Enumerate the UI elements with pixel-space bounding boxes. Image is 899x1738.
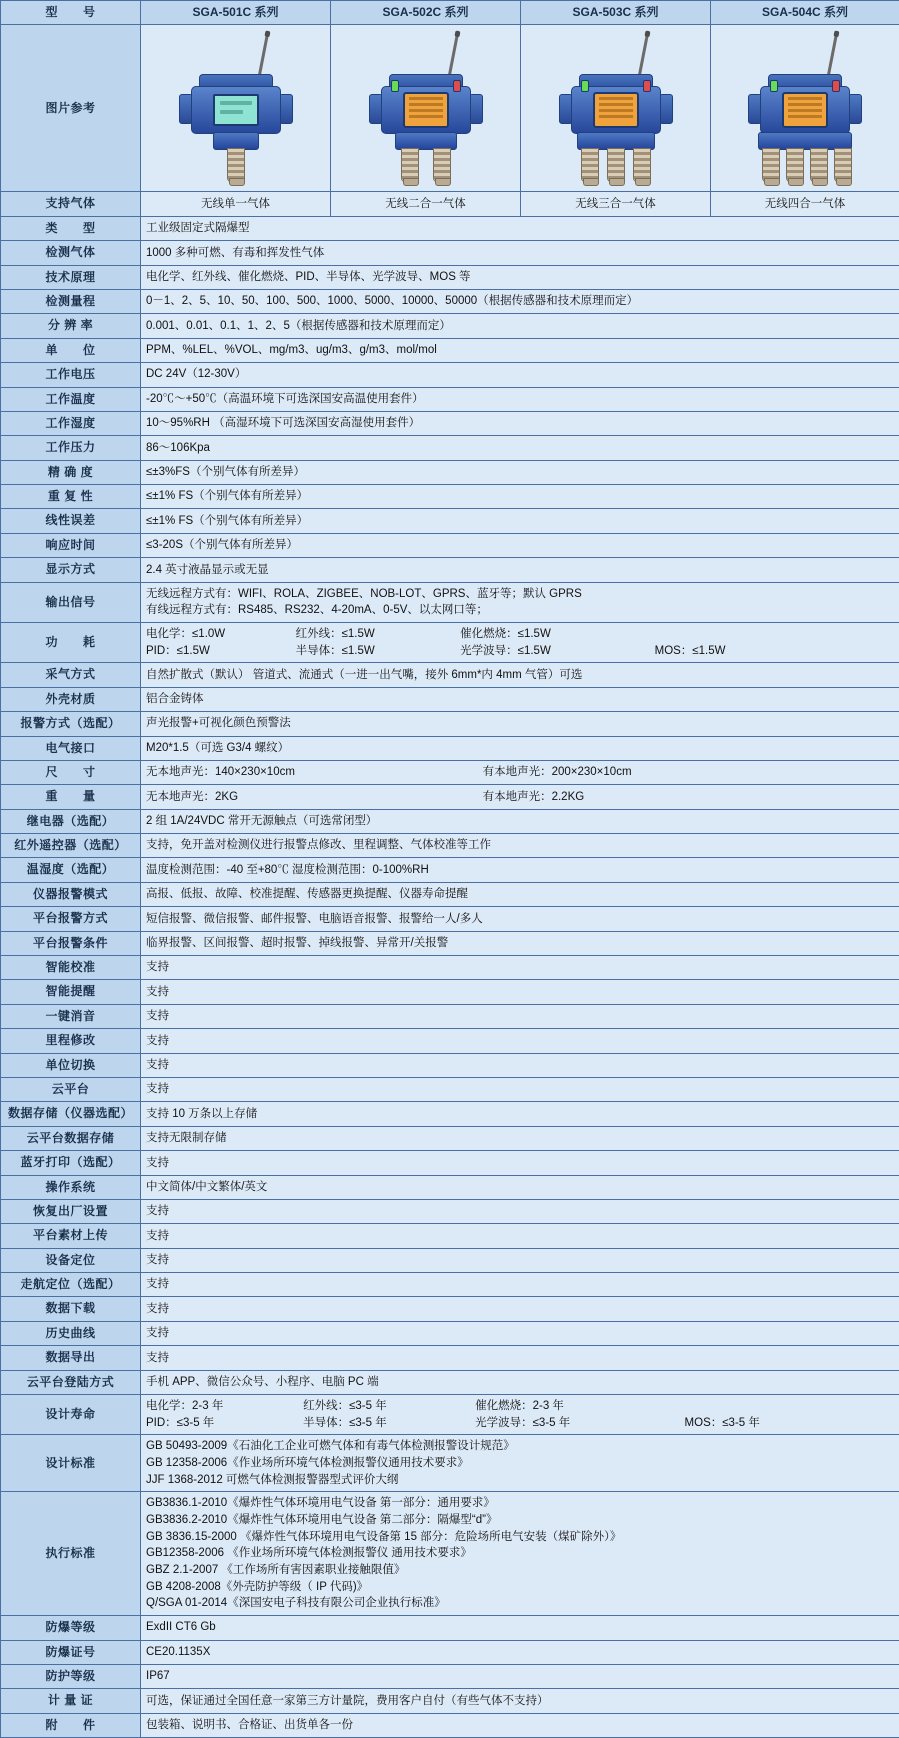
row-label-ir-remote: 红外遥控器（选配） xyxy=(1,834,141,858)
row-label-unit: 单 位 xyxy=(1,338,141,362)
row-label-display: 显示方式 xyxy=(1,558,141,582)
power-catalytic: 催化燃烧：≤1.5W xyxy=(460,626,654,643)
row-value-type: 工业级固定式隔爆型 xyxy=(141,216,899,240)
row-label-design-life: 设计寿命 xyxy=(1,1395,141,1435)
row-value-ex-rating: ExdII CT6 Gb xyxy=(141,1616,899,1640)
row-value-electrical-interface: M20*1.5（可选 G3/4 螺纹） xyxy=(141,736,899,760)
row-label-image-reference: 图片参考 xyxy=(1,25,141,192)
device-image-4 xyxy=(711,25,899,192)
row-value-history-curve: 支持 xyxy=(141,1321,899,1345)
device-sensor-grill xyxy=(593,92,639,128)
screen-line xyxy=(220,110,243,114)
row-value-display: 2.4 英寸液晶显示或无显 xyxy=(141,558,899,582)
execution-standard-row xyxy=(1,1492,899,1616)
supported-gas-4: 无线四合一气体 xyxy=(711,192,899,216)
row-label-repeatability: 重 复 性 xyxy=(1,485,141,509)
row-label-dimension: 尺 寸 xyxy=(1,760,141,784)
grill-line xyxy=(409,115,443,118)
spec-row xyxy=(1,663,899,687)
spec-row xyxy=(1,1297,899,1321)
row-value-temperature: -20℃～+50℃（高温环境下可选深国安高温使用套件） xyxy=(141,387,899,411)
spec-row xyxy=(1,1029,899,1053)
row-label-voltage: 工作电压 xyxy=(1,363,141,387)
spec-row xyxy=(1,1321,899,1345)
execution-standard-line: Q/SGA 01-2014《深国安电子科技有限公司企业执行标准》 xyxy=(146,1595,894,1612)
device-image-1 xyxy=(141,25,331,192)
weight-without-alarm: 无本地声光：2KG xyxy=(146,789,483,806)
spec-row xyxy=(1,314,899,338)
row-label-accuracy: 精 确 度 xyxy=(1,460,141,484)
gas-detector-illustration-1 xyxy=(161,28,311,188)
row-value-os: 中文简体/中文繁体/英文 xyxy=(141,1175,899,1199)
supported-gas-row xyxy=(1,192,899,216)
grill-line xyxy=(599,109,633,112)
dimension-values xyxy=(146,764,894,781)
row-value-metrology-certificate: 可选，保证通过全国任意一家第三方计量院，费用客户自付（有些气体不支持） xyxy=(141,1689,899,1713)
row-label-range: 检测量程 xyxy=(1,289,141,313)
row-label-output-signal: 输出信号 xyxy=(1,582,141,622)
row-value-range: 0－1、2、5、10、50、100、500、1000、5000、10000、50000（根据传感器和技术原理而定） xyxy=(141,289,899,313)
spec-row xyxy=(1,1346,899,1370)
led-indicator-red xyxy=(453,80,461,92)
row-value-humidity: 10～95%RH （高湿环境下可选深国安高湿使用套件） xyxy=(141,411,899,435)
spec-row xyxy=(1,1053,899,1077)
row-value-detect-gas: 1000 多种可燃、有毒和挥发性气体 xyxy=(141,241,899,265)
row-value-weight xyxy=(141,785,899,809)
header-label-model: 型 号 xyxy=(1,1,141,25)
row-label-design-standard: 设计标准 xyxy=(1,1435,141,1492)
grill-line xyxy=(409,109,443,112)
device-image-2 xyxy=(331,25,521,192)
spec-row xyxy=(1,712,899,736)
spec-row xyxy=(1,241,899,265)
life-pid: PID：≤3-5 年 xyxy=(146,1415,303,1432)
row-value-power xyxy=(141,622,899,662)
row-label-unit-switch: 单位切换 xyxy=(1,1053,141,1077)
row-value-device-alarm-mode: 高报、低报、故障、校准提醒、传感器更换提醒、仪器寿命提醒 xyxy=(141,882,899,906)
spec-row xyxy=(1,858,899,882)
spec-row xyxy=(1,882,899,906)
row-value-range-modify: 支持 xyxy=(141,1029,899,1053)
row-value-data-export: 支持 xyxy=(141,1346,899,1370)
table-header-row xyxy=(1,1,899,25)
row-value-device-location: 支持 xyxy=(141,1248,899,1272)
design-life-line-1 xyxy=(146,1398,894,1415)
grill-line xyxy=(788,97,822,100)
spec-row xyxy=(1,533,899,557)
gas-detector-illustration-3 xyxy=(541,28,691,188)
header-model-1: SGA-501C 系列 xyxy=(141,1,331,25)
device-sensor-probe xyxy=(834,148,852,182)
row-value-smart-reminder: 支持 xyxy=(141,980,899,1004)
life-catalytic: 催化燃烧：2-3 年 xyxy=(475,1398,684,1415)
row-value-factory-reset: 支持 xyxy=(141,1199,899,1223)
row-label-one-key-mute: 一键消音 xyxy=(1,1004,141,1028)
row-value-temp-humidity: 温度检测范围：-40 至+80℃ 湿度检测范围：0-100%RH xyxy=(141,858,899,882)
row-label-ip-rating: 防护等级 xyxy=(1,1664,141,1688)
row-value-material-upload: 支持 xyxy=(141,1224,899,1248)
execution-standard-line: GB3836.2-2010《爆炸性气体环境用电气设备 第二部分：隔爆型“d”》 xyxy=(146,1512,894,1529)
row-label-os: 操作系统 xyxy=(1,1175,141,1199)
row-label-mobile-location: 走航定位（选配） xyxy=(1,1273,141,1297)
weight-row xyxy=(1,785,899,809)
spec-row xyxy=(1,387,899,411)
grill-line xyxy=(409,103,443,106)
spec-row xyxy=(1,1370,899,1394)
life-semiconductor: 半导体：≤3-5 年 xyxy=(303,1415,475,1432)
row-label-resolution: 分 辨 率 xyxy=(1,314,141,338)
device-flange-right xyxy=(469,94,483,124)
device-sensor-grill xyxy=(782,92,828,128)
row-label-ex-rating: 防爆等级 xyxy=(1,1616,141,1640)
life-blank xyxy=(685,1398,835,1415)
spec-row xyxy=(1,1151,899,1175)
row-value-one-key-mute: 支持 xyxy=(141,1004,899,1028)
grill-line xyxy=(788,115,822,118)
spec-row xyxy=(1,1077,899,1101)
design-life-line-2 xyxy=(146,1415,894,1432)
spec-row xyxy=(1,1689,899,1713)
power-pid: PID：≤1.5W xyxy=(146,643,296,660)
life-optical: 光学波导：≤3-5 年 xyxy=(475,1415,684,1432)
row-value-cloud-login: 手机 APP、微信公众号、小程序、电脑 PC 端 xyxy=(141,1370,899,1394)
supported-gas-1: 无线单一气体 xyxy=(141,192,331,216)
row-value-resolution: 0.001、0.01、0.1、1、2、5（根据传感器和技术原理而定） xyxy=(141,314,899,338)
led-indicator-red xyxy=(643,80,651,92)
weight-with-alarm: 有本地声光：2.2KG xyxy=(483,789,585,806)
row-value-accessories: 包装箱、说明书、合格证、出货单各一份 xyxy=(141,1713,899,1737)
grill-line xyxy=(788,103,822,106)
supported-gas-2: 无线二合一气体 xyxy=(331,192,521,216)
device-flange-right xyxy=(659,94,673,124)
row-label-data-download: 数据下载 xyxy=(1,1297,141,1321)
header-model-3: SGA-503C 系列 xyxy=(521,1,711,25)
dimension-row xyxy=(1,760,899,784)
execution-standard-line: GB12358-2006 《作业场所环境气体检测报警仪 通用技术要求》 xyxy=(146,1545,894,1562)
row-value-mobile-location: 支持 xyxy=(141,1273,899,1297)
design-standard-row xyxy=(1,1435,899,1492)
device-sensor-probe xyxy=(810,148,828,182)
weight-values xyxy=(146,789,894,806)
spec-row xyxy=(1,558,899,582)
row-label-cloud-login: 云平台登陆方式 xyxy=(1,1370,141,1394)
power-blank xyxy=(655,626,805,643)
row-value-accuracy: ≤±3%FS（个别气体有所差异） xyxy=(141,460,899,484)
design-life-row xyxy=(1,1395,899,1435)
row-value-ir-remote: 支持，免开盖对检测仪进行报警点修改、里程调整、气体校准等工作 xyxy=(141,834,899,858)
row-value-alarm-mode: 声光报警+可视化颜色预警法 xyxy=(141,712,899,736)
row-label-housing: 外壳材质 xyxy=(1,687,141,711)
design-standard-line: JJF 1368-2012 可燃气体检测报警器型式评价大纲 xyxy=(146,1472,894,1489)
output-signal-wireless: 无线远程方式有：WIFI、ROLA、ZIGBEE、NOB-LOT、GPRS、蓝牙等；默认 GPRS xyxy=(146,586,894,603)
design-standard-line: GB 50493-2009《石油化工企业可燃气体和有毒气体检测报警设计规范》 xyxy=(146,1438,894,1455)
device-sensor-probe xyxy=(401,148,419,182)
row-value-data-download: 支持 xyxy=(141,1297,899,1321)
spec-row xyxy=(1,931,899,955)
gas-detector-illustration-2 xyxy=(351,28,501,188)
spec-row xyxy=(1,1273,899,1297)
row-value-unit-switch: 支持 xyxy=(141,1053,899,1077)
spec-row xyxy=(1,1102,899,1126)
grill-line xyxy=(788,109,822,112)
spec-row xyxy=(1,1224,899,1248)
spec-row xyxy=(1,1616,899,1640)
spec-row xyxy=(1,1175,899,1199)
row-value-repeatability: ≤±1% FS（个别气体有所差异） xyxy=(141,485,899,509)
spec-row xyxy=(1,1248,899,1272)
spec-row xyxy=(1,956,899,980)
spec-row xyxy=(1,1640,899,1664)
row-label-power: 功 耗 xyxy=(1,622,141,662)
device-image-3 xyxy=(521,25,711,192)
row-label-detect-gas: 检测气体 xyxy=(1,241,141,265)
row-label-accessories: 附 件 xyxy=(1,1713,141,1737)
spec-row xyxy=(1,363,899,387)
row-label-supported-gas: 支持气体 xyxy=(1,192,141,216)
row-label-bluetooth-print: 蓝牙打印（选配） xyxy=(1,1151,141,1175)
spec-row xyxy=(1,1004,899,1028)
row-label-cloud-storage: 云平台数据存储 xyxy=(1,1126,141,1150)
row-value-technology: 电化学、红外线、催化燃烧、PID、半导体、光学波导、MOS 等 xyxy=(141,265,899,289)
spec-row xyxy=(1,265,899,289)
spec-row xyxy=(1,980,899,1004)
life-infrared: 红外线：≤3-5 年 xyxy=(303,1398,475,1415)
spec-row xyxy=(1,289,899,313)
device-flange-right xyxy=(848,94,862,124)
header-model-2: SGA-502C 系列 xyxy=(331,1,521,25)
row-value-data-storage: 支持 10 万条以上存储 xyxy=(141,1102,899,1126)
row-label-metrology-certificate: 计 量 证 xyxy=(1,1689,141,1713)
spec-row xyxy=(1,1199,899,1223)
spec-row xyxy=(1,338,899,362)
power-consumption-row xyxy=(1,622,899,662)
spec-row xyxy=(1,834,899,858)
device-display-screen xyxy=(213,94,259,126)
image-reference-row xyxy=(1,25,899,192)
device-sensor-probe xyxy=(433,148,451,182)
row-value-ex-certificate: CE20.1135X xyxy=(141,1640,899,1664)
spec-row xyxy=(1,485,899,509)
row-value-ip-rating: IP67 xyxy=(141,1664,899,1688)
power-electrochemical: 电化学：≤1.0W xyxy=(146,626,296,643)
grill-line xyxy=(599,115,633,118)
row-value-voltage: DC 24V（12-30V） xyxy=(141,363,899,387)
row-label-device-location: 设备定位 xyxy=(1,1248,141,1272)
led-indicator-red xyxy=(832,80,840,92)
device-sensor-probe xyxy=(786,148,804,182)
power-line-2 xyxy=(146,643,894,660)
row-label-device-alarm-mode: 仪器报警模式 xyxy=(1,882,141,906)
row-label-type: 类 型 xyxy=(1,216,141,240)
life-electrochemical: 电化学：2-3 年 xyxy=(146,1398,303,1415)
row-label-smart-calibration: 智能校准 xyxy=(1,956,141,980)
device-sensor-probe xyxy=(227,148,245,182)
row-label-linearity: 线性误差 xyxy=(1,509,141,533)
row-label-temp-humidity: 温湿度（选配） xyxy=(1,858,141,882)
row-label-relay: 继电器（选配） xyxy=(1,809,141,833)
row-label-data-storage: 数据存储（仪器选配） xyxy=(1,1102,141,1126)
grill-line xyxy=(409,97,443,100)
row-label-cloud-platform: 云平台 xyxy=(1,1077,141,1101)
row-label-humidity: 工作湿度 xyxy=(1,411,141,435)
row-value-cloud-platform: 支持 xyxy=(141,1077,899,1101)
row-value-cloud-storage: 支持无限制存储 xyxy=(141,1126,899,1150)
gas-detector-illustration-4 xyxy=(730,28,880,188)
supported-gas-3: 无线三合一气体 xyxy=(521,192,711,216)
row-label-electrical-interface: 电气接口 xyxy=(1,736,141,760)
row-label-execution-standard: 执行标准 xyxy=(1,1492,141,1616)
row-value-relay: 2 组 1A/24VDC 常开无源触点（可选常闭型） xyxy=(141,809,899,833)
screen-line xyxy=(220,101,252,105)
row-label-history-curve: 历史曲线 xyxy=(1,1321,141,1345)
grill-line xyxy=(599,103,633,106)
led-indicator-green xyxy=(770,80,778,92)
row-value-execution-standard xyxy=(141,1492,899,1616)
row-value-sampling: 自然扩散式（默认） 管道式、流通式（一进一出气嘴，接外 6mm*内 4mm 气管）可选 xyxy=(141,663,899,687)
row-value-smart-calibration: 支持 xyxy=(141,956,899,980)
row-value-bluetooth-print: 支持 xyxy=(141,1151,899,1175)
row-label-technology: 技术原理 xyxy=(1,265,141,289)
row-label-ex-certificate: 防爆证号 xyxy=(1,1640,141,1664)
dimension-without-alarm: 无本地声光：140×230×10cm xyxy=(146,764,483,781)
row-label-data-export: 数据导出 xyxy=(1,1346,141,1370)
row-value-pressure: 86～106Kpa xyxy=(141,436,899,460)
device-sensor-probe xyxy=(607,148,625,182)
spec-row xyxy=(1,460,899,484)
device-sensor-probe xyxy=(581,148,599,182)
row-label-response-time: 响应时间 xyxy=(1,533,141,557)
output-signal-wired: 有线远程方式有：RS485、RS232、4-20mA、0-5V、以太网口等； xyxy=(146,602,894,619)
row-label-smart-reminder: 智能提醒 xyxy=(1,980,141,1004)
device-sensor-grill xyxy=(403,92,449,128)
led-indicator-green xyxy=(391,80,399,92)
execution-standard-line: GB3836.1-2010《爆炸性气体环境用电气设备 第一部分：通用要求》 xyxy=(146,1495,894,1512)
row-value-housing: 铝合金铸体 xyxy=(141,687,899,711)
row-label-temperature: 工作温度 xyxy=(1,387,141,411)
spec-row xyxy=(1,411,899,435)
header-model-4: SGA-504C 系列 xyxy=(711,1,899,25)
spec-row xyxy=(1,1713,899,1737)
row-label-factory-reset: 恢复出厂设置 xyxy=(1,1199,141,1223)
design-standard-line: GB 12358-2006《作业场所环境气体检测报警仪通用技术要求》 xyxy=(146,1455,894,1472)
row-value-output-signal xyxy=(141,582,899,622)
spec-row xyxy=(1,216,899,240)
row-label-pressure: 工作压力 xyxy=(1,436,141,460)
row-label-platform-alarm-condition: 平台报警条件 xyxy=(1,931,141,955)
row-value-design-standard xyxy=(141,1435,899,1492)
power-optical: 光学波导：≤1.5W xyxy=(460,643,654,660)
row-label-platform-alarm-mode: 平台报警方式 xyxy=(1,907,141,931)
device-flange-right xyxy=(279,94,293,124)
execution-standard-line: GB 4208-2008《外壳防护等级（ IP 代码)》 xyxy=(146,1579,894,1596)
power-semiconductor: 半导体：≤1.5W xyxy=(296,643,461,660)
spec-row xyxy=(1,436,899,460)
row-value-dimension xyxy=(141,760,899,784)
row-value-platform-alarm-condition: 临界报警、区间报警、超时报警、掉线报警、异常开/关报警 xyxy=(141,931,899,955)
row-label-material-upload: 平台素材上传 xyxy=(1,1224,141,1248)
power-line-1 xyxy=(146,626,894,643)
spec-row xyxy=(1,809,899,833)
execution-standard-line: GBZ 2.1-2007 《工作场所有害因素职业接触限值》 xyxy=(146,1562,894,1579)
life-mos: MOS：≤3-5 年 xyxy=(685,1415,835,1432)
spec-row xyxy=(1,907,899,931)
power-mos: MOS：≤1.5W xyxy=(655,643,805,660)
power-infrared: 红外线：≤1.5W xyxy=(296,626,461,643)
row-label-weight: 重 量 xyxy=(1,785,141,809)
output-signal-row xyxy=(1,582,899,622)
spec-row xyxy=(1,1664,899,1688)
grill-line xyxy=(599,97,633,100)
spec-row xyxy=(1,687,899,711)
device-sensor-probe xyxy=(762,148,780,182)
row-value-unit: PPM、%LEL、%VOL、mg/m3、ug/m3、g/m3、mol/mol xyxy=(141,338,899,362)
row-value-platform-alarm-mode: 短信报警、微信报警、邮件报警、电脑语音报警、报警给一人/多人 xyxy=(141,907,899,931)
spec-row xyxy=(1,509,899,533)
row-label-range-modify: 里程修改 xyxy=(1,1029,141,1053)
spec-row xyxy=(1,736,899,760)
row-value-linearity: ≤±1% FS（个别气体有所差异） xyxy=(141,509,899,533)
device-sensor-probe xyxy=(633,148,651,182)
execution-standard-line: GB 3836.15-2000 《爆炸性气体环境用电气设备第 15 部分：危险场所电气安装（煤矿除外）》 xyxy=(146,1529,894,1546)
row-label-sampling: 采气方式 xyxy=(1,663,141,687)
row-value-design-life xyxy=(141,1395,899,1435)
row-label-alarm-mode: 报警方式（选配） xyxy=(1,712,141,736)
spec-row xyxy=(1,1126,899,1150)
dimension-with-alarm: 有本地声光：200×230×10cm xyxy=(483,764,632,781)
row-value-response-time: ≤3-20S（个别气体有所差异） xyxy=(141,533,899,557)
led-indicator-green xyxy=(581,80,589,92)
